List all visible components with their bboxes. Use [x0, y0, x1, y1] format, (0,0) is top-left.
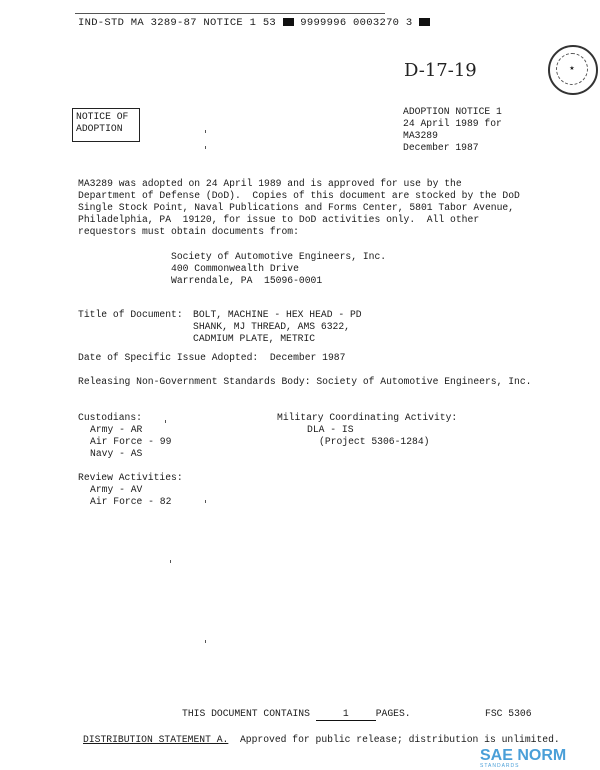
title-label: Title of Document: — [78, 309, 183, 320]
sae-norm-logo: SAE NORM STANDARDS — [480, 747, 567, 769]
military-coordinating-activity: Military Coordinating Activity: DLA - IS (Project 5306-1284) — [277, 412, 458, 447]
handwritten-annotation: D-17-19 — [404, 60, 477, 81]
releasing-body: Releasing Non-Government Standards Body: Society of Automotive Engineers, Inc. — [78, 376, 532, 387]
adoption-block: ADOPTION NOTICE 1 24 April 1989 for MA3289 December 1987 — [403, 106, 502, 153]
notice-of-adoption-box — [72, 108, 140, 142]
body-paragraph: MA3289 was adopted on 24 April 1989 and is approved for use by the Department of Defense (DoD). Copies of this document are stocked by the DoD Single Stock Point, Naval Publications and Forms Center, 5801 Tabor Avenue, Philadelphia, PA 19120, for issue to DoD activities only. All other requestors must obtain documents from: — [78, 178, 520, 237]
seal-stamp: ★ — [548, 45, 598, 95]
distribution-statement: DISTRIBUTION STATEMENT A. Approved for public release; distribution is unlimited. — [83, 734, 560, 745]
address-block: Society of Automotive Engineers, Inc. 400 Commonwealth Drive Warrendale, PA 15096-0001 — [171, 251, 387, 286]
document-header-code: IND-STD MA 3289-87 NOTICE 1 53 9999996 0003270 3 — [78, 17, 430, 29]
page-count: THIS DOCUMENT CONTAINS 1 PAGES. — [182, 708, 411, 719]
fsc-code: FSC 5306 — [485, 708, 532, 719]
box-line: NOTICE OF — [76, 111, 129, 122]
review-activities: Review Activities: Army - AV Air Force - 82 — [78, 472, 183, 507]
custodians: Custodians: Army - AR Air Force - 99 Navy - AS — [78, 412, 172, 459]
title-value: BOLT, MACHINE - HEX HEAD - PD SHANK, MJ THREAD, AMS 6322, CADMIUM PLATE, METRIC — [193, 309, 362, 344]
header-rule — [75, 13, 385, 14]
box-line: ADOPTION — [76, 123, 123, 134]
date-of-issue: Date of Specific Issue Adopted: December 1987 — [78, 352, 346, 363]
